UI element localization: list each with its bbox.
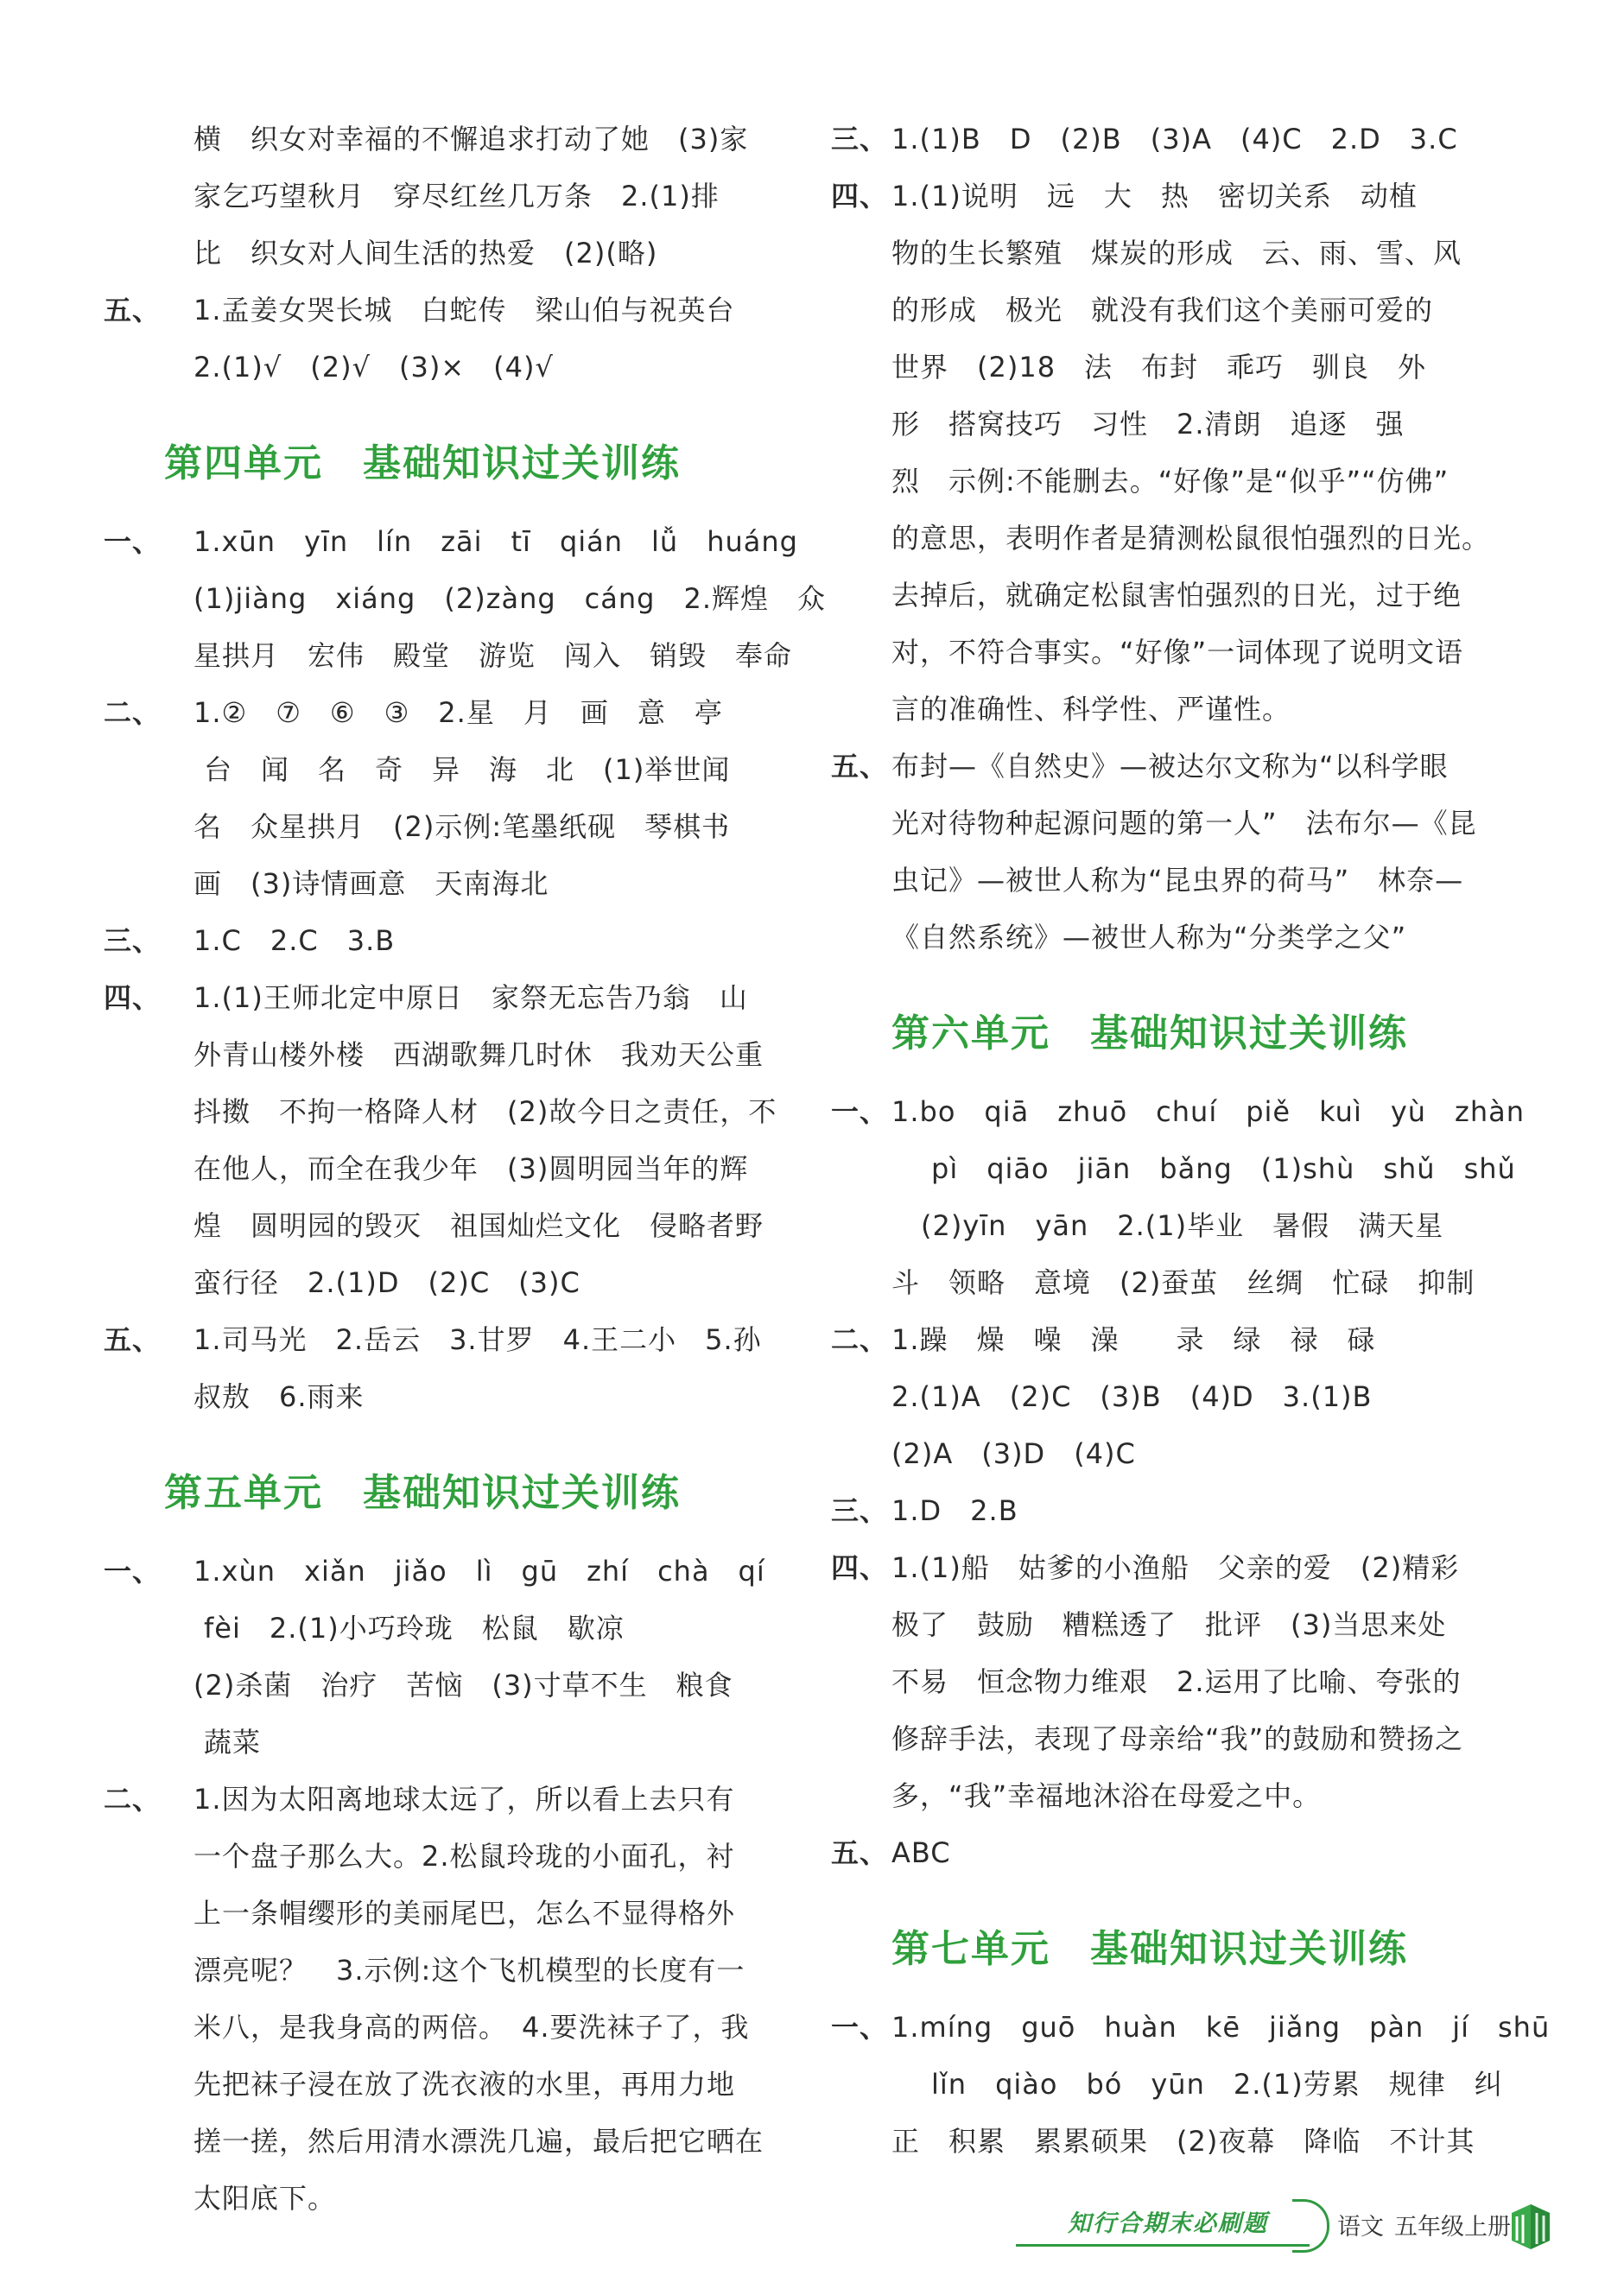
section-heading: 第六单元 基础知识过关训练: [891, 1011, 1408, 1056]
answer-text: 搓一搓，然后用清水漂洗几遍，最后把它晒在: [193, 2125, 764, 2158]
answer-line: [831, 111, 1501, 168]
answer-text: 台 闻 名 奇 异 海 北 (1)举世闻: [204, 753, 731, 786]
answer-text: 名 众星拱月 (2)示例:笔墨纸砚 琴棋书: [193, 810, 731, 843]
answer-text: 多，“我”幸福地沐浴在母爱之中。: [891, 1779, 1322, 1812]
answer-line: [104, 627, 793, 684]
answer-text: 世界 (2)18 法 布封 乖巧 驯良 外: [891, 351, 1427, 384]
page-footer: [1016, 2199, 1551, 2260]
answer-line: [104, 2170, 777, 2227]
answer-line: [831, 1254, 1501, 1311]
answer-line: [831, 1368, 1501, 1425]
answer-text: 不易 恒念物力维艰 2.运用了比喻、夸张的: [891, 1665, 1462, 1698]
answer-line: [104, 1083, 777, 1140]
answer-text: 1.bo qiā zhuō chuí piě kuì yù zhàn: [891, 1095, 1526, 1128]
answer-text: 外青山楼外楼 西湖歌舞几时休 我劝天公重: [193, 1038, 764, 1071]
answer-line: [104, 111, 777, 168]
subject-label: 语文: [1337, 2214, 1384, 2241]
answer-line: [104, 741, 777, 798]
answer-line: [831, 567, 1501, 624]
answer-text: 1.(1)说明 远 大 热 密切关系 动植: [891, 180, 1418, 212]
answer-line: [104, 969, 777, 1026]
section-heading: 第四单元 基础知识过关训练: [164, 441, 681, 485]
answer-line: [831, 1653, 1501, 1710]
answer-text: 抖擞 不拘一格降人材 (2)故今日之责任，不: [193, 1095, 777, 1128]
answer-text: 一个盘子那么大。2.松鼠玲珑的小面孔，衬: [193, 1840, 735, 1873]
answer-text: 家乞巧望秋月 穿尽红丝几万条 2.(1)排: [193, 180, 720, 212]
answer-text: 1.躁 燥 噪 澡 录 绿 禄 碌: [891, 1323, 1376, 1356]
answer-text: 横 织女对幸福的不懈追求打动了她 (3)家: [193, 123, 749, 155]
answer-line: [104, 1368, 777, 1425]
question-number: 二、: [104, 696, 162, 729]
answer-text: 叔敖 6.雨来: [193, 1380, 365, 1413]
answer-text: 1.(1)B D (2)B (3)A (4)C 2.D 3.C: [891, 123, 1458, 155]
question-number: 四、: [831, 180, 889, 212]
question-number: 一、: [104, 525, 162, 558]
answer-line: [104, 1771, 777, 1828]
answer-text: lǐn qiào bó yūn 2.(1)劳累 规律 纠: [931, 2068, 1503, 2101]
answer-line: [831, 1999, 1551, 2056]
answer-text: 《自然系统》—被世人称为“分类学之父”: [891, 921, 1407, 954]
question-number: 五、: [104, 1323, 162, 1356]
question-number: 四、: [104, 981, 162, 1014]
series-title: 知行合期末必刷题: [1068, 2210, 1268, 2237]
answer-text: 去掉后，就确定松鼠害怕强烈的日光，过于绝: [891, 579, 1462, 612]
answer-line: [104, 855, 777, 912]
question-number: 二、: [104, 1783, 162, 1816]
footer-curve: [1292, 2199, 1329, 2253]
answer-line: [831, 1311, 1501, 1368]
right-column: [831, 111, 1551, 2170]
answer-line: [104, 1197, 777, 1254]
answer-text: (2)yīn yān 2.(1)毕业 暑假 满天星: [921, 1209, 1444, 1242]
answer-line: [104, 1657, 777, 1714]
section-heading: 第五单元 基础知识过关训练: [164, 1471, 681, 1515]
answer-text: 的意思，表明作者是猜测松鼠很怕强烈的日光。: [891, 522, 1491, 555]
answer-text: 虫记》—被世人称为“昆虫界的荷马” 林奈—: [891, 864, 1464, 897]
answer-text: fèi 2.(1)小巧玲珑 松鼠 歇凉: [204, 1612, 625, 1645]
answer-text: 言的准确性、科学性、严谨性。: [891, 693, 1291, 726]
question-number: 三、: [831, 123, 889, 155]
answer-line: [104, 1999, 777, 2056]
answer-line: [104, 1885, 777, 1942]
question-number: 三、: [831, 1494, 889, 1527]
answer-line: [104, 1311, 777, 1368]
answer-line: [831, 1596, 1501, 1653]
answer-text: 1.xùn xiǎn jiǎo lì gū zhí chà qí: [193, 1555, 765, 1588]
answer-line: [831, 1425, 1501, 1482]
answer-line: [831, 1482, 1501, 1539]
left-column: [104, 111, 827, 2227]
answer-text: 蔬菜: [204, 1726, 262, 1759]
question-number: 五、: [831, 1836, 889, 1869]
answer-text: 光对待物种起源问题的第一人” 法布尔—《昆: [891, 807, 1477, 840]
answer-line: [104, 1600, 777, 1657]
answer-text: 烈 示例:不能删去。“好像”是“似乎”“仿佛”: [891, 465, 1450, 498]
answer-line: [831, 2056, 1501, 2113]
answer-text: 1.míng guō huàn kē jiǎng pàn jí shū: [891, 2011, 1551, 2044]
answer-line: [831, 453, 1501, 510]
question-number: 一、: [104, 1555, 162, 1588]
answer-line: [104, 2113, 777, 2170]
question-number: 三、: [104, 924, 162, 957]
answer-line: [831, 1197, 1501, 1254]
answer-text: 漂亮呢？ 3.示例:这个飞机模型的长度有一: [193, 1954, 745, 1987]
answer-line: [104, 1714, 777, 1771]
answer-line: [104, 2056, 777, 2113]
answer-text: 比 织女对人间生活的热爱 (2)(略): [193, 237, 658, 269]
answer-line: [831, 1083, 1526, 1140]
footer-rule: [1016, 2244, 1310, 2247]
answer-line: [831, 1539, 1501, 1596]
answer-text: 斗 领略 意境 (2)蚕茧 丝绸 忙碌 抑制: [891, 1266, 1475, 1299]
answer-line: [104, 225, 777, 282]
answer-line: [831, 1824, 1501, 1881]
answer-line: [104, 570, 827, 627]
answer-text: 1.孟姜女哭长城 白蛇传 梁山伯与祝英台: [193, 294, 735, 326]
answer-line: [831, 1767, 1501, 1824]
question-number: 一、: [831, 1095, 889, 1128]
answer-text: 布封—《自然史》—被达尔文称为“以科学眼: [891, 750, 1449, 783]
answer-text: 煌 圆明园的毁灭 祖国灿烂文化 侵略者野: [193, 1209, 764, 1242]
answer-line: [104, 513, 798, 570]
answer-line: [104, 1254, 777, 1311]
answer-line: [104, 1828, 777, 1885]
answer-line: [831, 852, 1501, 909]
answer-text: 对，不符合事实。“好像”一词体现了说明文语: [891, 636, 1464, 669]
answer-text: pì qiāo jiān bǎng (1)shù shǔ shǔ: [931, 1152, 1516, 1185]
answer-line: [104, 798, 777, 855]
answer-text: 2.(1)A (2)C (3)B (4)D 3.(1)B: [891, 1380, 1373, 1413]
question-number: 四、: [831, 1551, 889, 1584]
answer-line: [831, 510, 1501, 567]
answer-line: [831, 681, 1501, 738]
answer-text: 1.司马光 2.岳云 3.甘罗 4.王二小 5.孙: [193, 1323, 762, 1356]
answer-text: 1.② ⑦ ⑥ ③ 2.星 月 画 意 亭: [193, 696, 723, 729]
answer-line: [831, 225, 1501, 282]
answer-line: [831, 282, 1501, 339]
answer-text: 修辞手法，表现了母亲给“我”的鼓励和赞扬之: [891, 1722, 1464, 1755]
answer-line: [831, 909, 1501, 966]
answer-text: ABC: [891, 1836, 951, 1869]
book-stack-icon: [1508, 2201, 1553, 2249]
answer-text: 2.(1)√ (2)√ (3)× (4)√: [193, 351, 554, 384]
answer-line: [104, 339, 777, 396]
answer-text: 米八，是我身高的两倍。 4.要洗袜子了，我: [193, 2011, 750, 2044]
answer-text: (2)杀菌 治疗 苦恼 (3)寸草不生 粮食: [193, 1669, 733, 1702]
answer-text: 形 搭窝技巧 习性 2.清朗 追逐 强: [891, 408, 1405, 441]
answer-text: 物的生长繁殖 煤炭的形成 云、雨、雪、风: [891, 237, 1462, 269]
answer-line: [104, 1543, 777, 1600]
section-heading: 第七单元 基础知识过关训练: [891, 1927, 1408, 1971]
answer-text: 1.(1)船 姑爹的小渔船 父亲的爱 (2)精彩: [891, 1551, 1460, 1584]
answer-text: 蛮行径 2.(1)D (2)C (3)C: [193, 1266, 580, 1299]
answer-text: 1.xūn yīn lín zāi tī qián lǚ huáng: [193, 525, 798, 558]
answer-line: [104, 1140, 777, 1197]
answer-text: 1.C 2.C 3.B: [193, 924, 396, 957]
answer-text: 极了 鼓励 糟糕透了 批评 (3)当思来处: [891, 1608, 1447, 1641]
answer-line: [831, 2113, 1501, 2170]
answer-text: 上一条帽缨形的美丽尾巴，怎么不显得格外: [193, 1897, 736, 1930]
grade-label: 五年级上册: [1394, 2214, 1511, 2241]
answer-text: 正 积累 累累硕果 (2)夜幕 降临 不计其: [891, 2125, 1475, 2158]
answer-text: 1.(1)王师北定中原日 家祭无忘告乃翁 山: [193, 981, 748, 1014]
answer-line: [831, 1710, 1501, 1767]
answer-line: [831, 795, 1501, 852]
answer-text: 在他人，而全在我少年 (3)圆明园当年的辉: [193, 1152, 749, 1185]
answer-line: [831, 168, 1501, 225]
answer-text: 太阳底下。: [193, 2182, 337, 2215]
answer-line: [831, 1140, 1516, 1197]
answer-line: [831, 624, 1501, 681]
answer-text: 画 (3)诗情画意 天南海北: [193, 867, 549, 900]
question-number: 五、: [831, 750, 889, 783]
answer-line: [104, 684, 777, 741]
answer-text: 星拱月 宏伟 殿堂 游览 闯入 销毁 奉命: [193, 639, 793, 672]
answer-text: 1.因为太阳离地球太远了，所以看上去只有: [193, 1783, 735, 1816]
answer-text: 1.D 2.B: [891, 1494, 1018, 1527]
question-number: 五、: [104, 294, 162, 326]
answer-text: 先把袜子浸在放了洗衣液的水里，再用力地: [193, 2068, 736, 2101]
question-number: 一、: [831, 2011, 889, 2044]
answer-text: (1)jiàng xiáng (2)zàng cáng 2.辉煌 众: [193, 582, 827, 615]
answer-line: [831, 339, 1501, 396]
answer-line: [104, 168, 777, 225]
answer-line: [104, 912, 777, 969]
answer-line: [831, 738, 1501, 795]
answer-line: [104, 1942, 777, 1999]
question-number: 二、: [831, 1323, 889, 1356]
answer-line: [831, 396, 1501, 453]
answer-text: 的形成 极光 就没有我们这个美丽可爱的: [891, 294, 1434, 326]
answer-text: (2)A (3)D (4)C: [891, 1437, 1136, 1470]
answer-line: [104, 282, 777, 339]
answer-line: [104, 1026, 777, 1083]
